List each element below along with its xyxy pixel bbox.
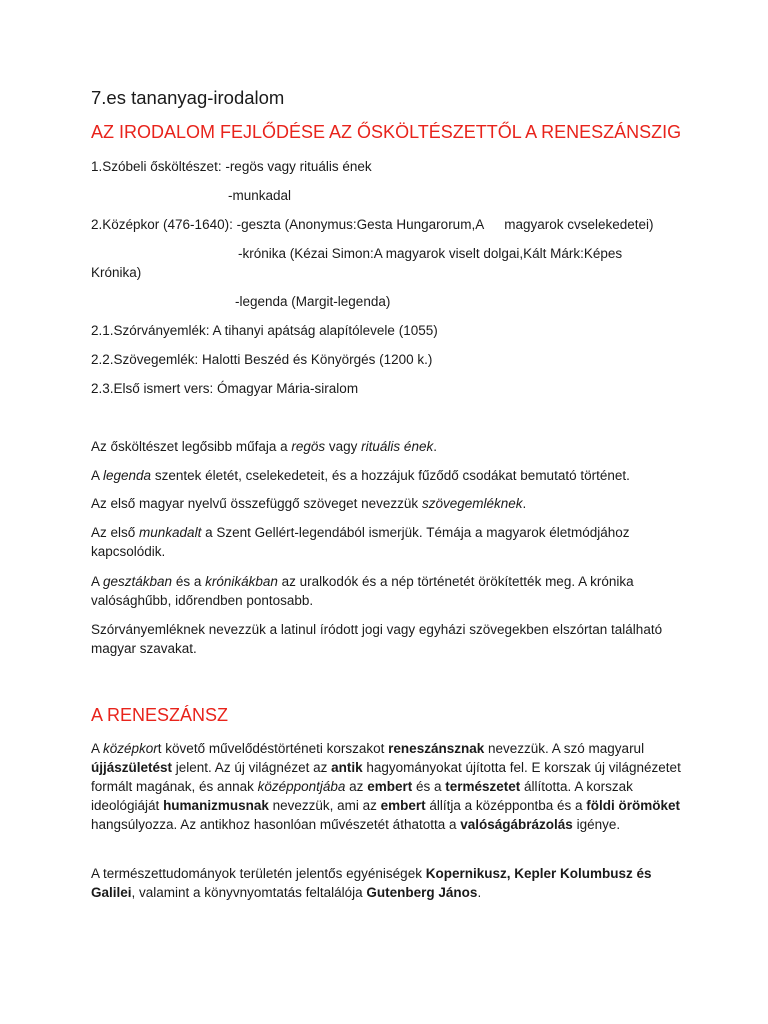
outline-line-2a (91, 215, 654, 234)
section-heading-renaissance: A RENESZÁNSZ (91, 705, 229, 725)
outline-line-2-3: 2.3.Első ismert vers: Ómagyar Mária-siralom (91, 381, 359, 396)
outline-line-1: 1.Szóbeli ősköltészet: -regös vagy rituális ének (91, 159, 372, 174)
paragraph-szovegemlek: Az első magyar nyelvű összefüggő szöveget nevezzük szövegemléknek. (91, 496, 527, 511)
outline-line-2b-cont: Krónika) (91, 265, 142, 280)
paragraph-legenda: A legenda szentek életét, cselekedeteit, és a hozzájuk fűződő csodákat bemutató történet. (91, 468, 630, 483)
paragraph-renaissance-definition: A középkort követő művelődéstörténeti korszakot reneszánsznak nevezzük. A szó magyarul újjászületést jelent. Az új világnézet az antik hagyományokat újította fel. E korszak új világnézetet formált magának, és annak középpontjába az embert és a természetet állította. A korszak ideológiáját humanizmusnak nevezzük, ami az embert állítja a középpontba és a földi örömöket hangsúlyozza. Az antikhoz hasonlóan művészetét áthatotta a valóságábrázolás igénye. (91, 741, 681, 832)
paragraph-munkadal: Az első munkadalt a Szent Gellért-legendából ismerjük. Témája a magyarok életmódjához kapcsolódik. (91, 525, 630, 559)
outline-line-2c: -legenda (Margit-legenda) (235, 294, 391, 309)
paragraph-geszta-kronika: A gesztákban és a krónikákban az uralkodók és a nép történetét örökítették meg. A krónika valósághűbb, időrendben pontosabb. (91, 574, 634, 608)
paragraph-renaissance-figures: A természettudományok területén jelentős egyéniségek Kopernikusz, Kepler Kolumbusz és Galilei, valamint a könyvnyomtatás feltalálója Gutenberg János. (91, 866, 652, 900)
paragraph-oskolteszet: Az ősköltészet legősibb műfaja a regös vagy rituális ének. (91, 439, 437, 454)
outline-line-2-1: 2.1.Szórványemlék: A tihanyi apátság alapítólevele (1055) (91, 323, 438, 338)
outline-line-2a-text: 2.Középkor (476-1640): -geszta (Anonymus:Gesta Hungarorum,A (91, 217, 485, 232)
document-title: 7.es tananyag-irodalom (91, 87, 285, 108)
section-heading-literature: AZ IRODALOM FEJLŐDÉSE AZ ŐSKÖLTÉSZETTŐL A RENESZÁNSZIG (91, 122, 682, 142)
paragraph-szorvanyemlek: Szórványemléknek nevezzük a latinul íródott jogi vagy egyházi szövegekben elszórtan található magyar szavakat. (91, 622, 663, 656)
outline-line-1b: -munkadal (228, 188, 292, 203)
outline-line-2a-tail: magyarok cvselekedetei) (504, 217, 654, 232)
outline-line-2b: -krónika (Kézai Simon:A magyarok viselt dolgai,Kált Márk:Képes (238, 246, 623, 261)
outline-line-2-2: 2.2.Szövegemlék: Halotti Beszéd és Könyörgés (1200 k.) (91, 352, 433, 367)
